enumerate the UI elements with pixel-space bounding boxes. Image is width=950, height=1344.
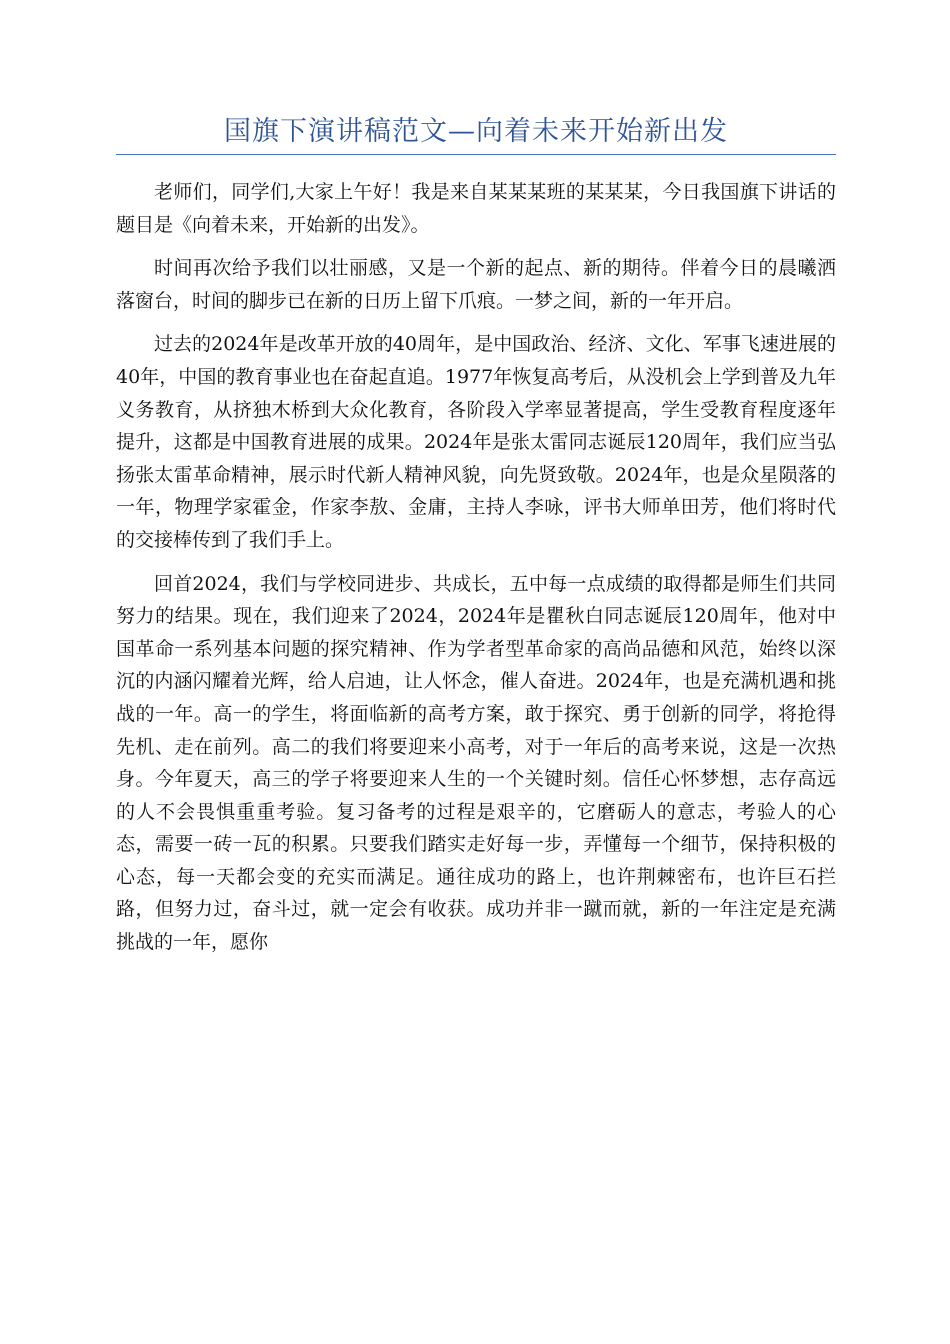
document-title: 国旗下演讲稿范文—向着未来开始新出发 bbox=[224, 116, 728, 147]
document-body bbox=[116, 176, 836, 970]
paragraph-new-year: 时间再次给予我们以壮丽感，又是一个新的起点、新的期待。伴着今日的晨曦洒落窗台，时间的脚步已在新的日历上留下爪痕。一梦之间，新的一年开启。 bbox=[116, 257, 836, 312]
paragraph-looking-ahead: 回首2024，我们与学校同进步、共成长，五中每一点成绩的取得都是师生们共同努力的结果。现在，我们迎来了2024，2024年是瞿秋白同志诞辰120周年，他对中国革命一系列基本问题的探究精神、作为学者型革命家的高尚品德和风范，始终以深沉的内涵闪耀着光辉，给人启迪，让人怀念，催人奋进。2024年，也是充满机遇和挑战的一年。高一的学生，将面临新的高考方案，敢于探究、勇于创新的同学，将抢得先机、走在前列。高二的我们将要迎来小高考，对于一年后的高考来说，这是一次热身。今年夏天，高三的学子将要迎来人生的一个关键时刻。信任心怀梦想，志存高远的人不会畏惧重重考验。复习备考的过程是艰辛的，它磨砺人的意志，考验人的心态，需要一砖一瓦的积累。只要我们踏实走好每一步，弄懂每一个细节，保持积极的心态，每一天都会变的充实而满足。通往成功的路上，也许荆棘密布，也许巨石拦路，但努力过，奋斗过，就一定会有收获。成功并非一蹴而就，新的一年注定是充满挑战的一年，愿你 bbox=[116, 572, 836, 954]
title-underline bbox=[116, 154, 836, 155]
paragraph-past-year: 过去的2024年是改革开放的40周年，是中国政治、经济、文化、军事飞速进展的40年，中国的教育事业也在奋起直追。1977年恢复高考后，从没机会上学到普及九年义务教育，从挤独木桥到大众化教育，各阶段入学率显著提高，学生受教育程度逐年提升，这都是中国教育进展的成果。2024年是张太雷同志诞辰120周年，我们应当弘扬张太雷革命精神，展示时代新人精神风貌，向先贤致敬。2024年，也是众星陨落的一年，物理学家霍金，作家李敖、金庸，主持人李咏，评书大师单田芳，他们将时代的交接棒传到了我们手上。 bbox=[116, 333, 836, 551]
paragraph-greeting: 老师们，同学们,大家上午好！我是来自某某某班的某某某，今日我国旗下讲话的题目是《向着未来，开始新的出发》。 bbox=[116, 181, 836, 236]
